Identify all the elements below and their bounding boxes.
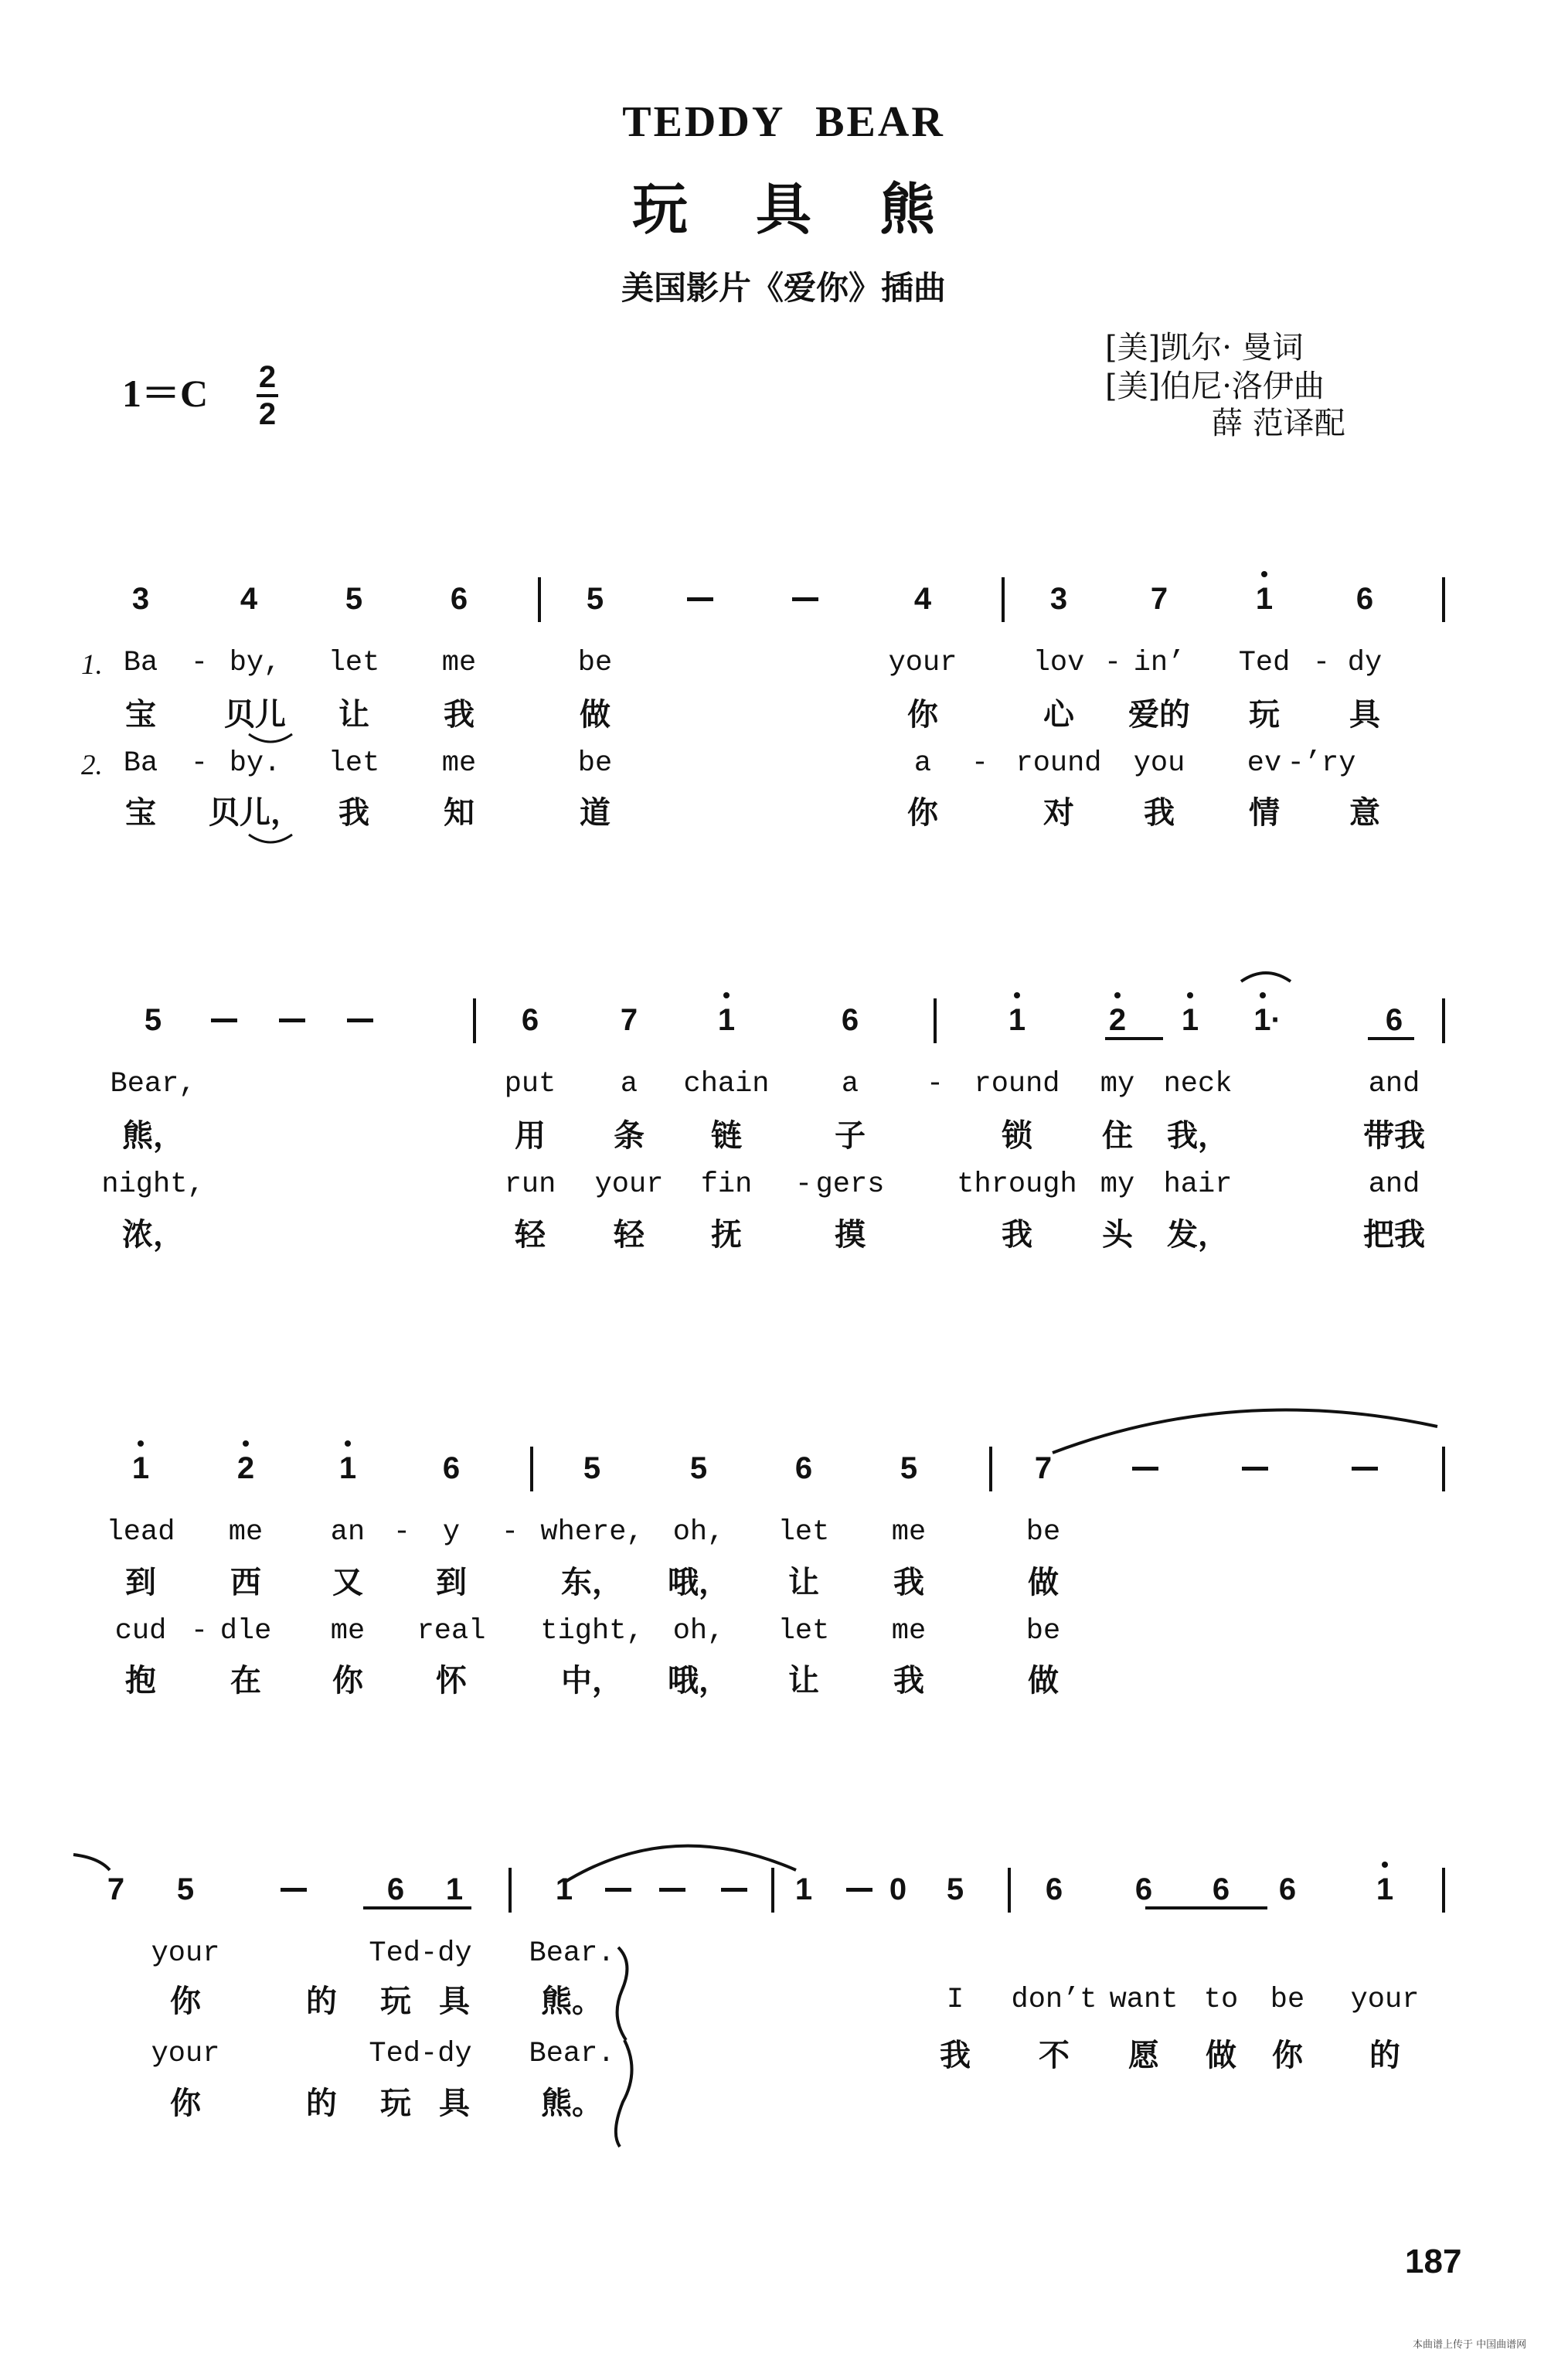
brace-verse-1	[617, 1947, 628, 2040]
lyric-chinese: 道	[580, 795, 611, 831]
lyric-chinese: 把我	[1363, 1217, 1425, 1253]
lyric-chinese: 你	[907, 795, 938, 831]
lyric-english: let	[777, 1516, 830, 1549]
lyric-english: -	[393, 1516, 411, 1549]
note: 6	[841, 1003, 859, 1037]
lyric-chinese: 发，	[1167, 1217, 1229, 1253]
lyric-chinese: 怀	[436, 1663, 467, 1699]
note: 5	[689, 1451, 708, 1485]
tie-3	[73, 1855, 110, 1870]
lyric-english: Bear.	[529, 2038, 615, 2070]
slur-4	[564, 1846, 796, 1882]
lyric-chinese: 到	[436, 1565, 467, 1600]
lyric-english: an	[330, 1516, 366, 1549]
lyric-chinese: 用	[515, 1118, 546, 1154]
lyric-english: and	[1368, 1168, 1420, 1201]
lyric-english: chain	[683, 1068, 770, 1100]
small-slur-a	[249, 734, 292, 742]
lyric-chinese: 抱	[125, 1663, 156, 1699]
footer-watermark: 本曲谱上传于 中国曲谱网	[1413, 2339, 1527, 2351]
lyric-chinese: 又	[332, 1565, 363, 1600]
lyric-english: -	[794, 1168, 813, 1201]
lyric-english: and	[1368, 1068, 1420, 1100]
lyric-chinese: 你	[170, 1984, 201, 2019]
note: 5	[144, 1003, 162, 1037]
note: 1	[1376, 1872, 1394, 1906]
lyric-chinese: 我	[444, 697, 474, 733]
brace-verse-2	[616, 2040, 632, 2147]
note: 1	[445, 1872, 464, 1906]
note: 1	[338, 1451, 357, 1485]
lyric-english: me	[330, 1615, 366, 1648]
lyric-english: your	[1350, 1984, 1420, 2016]
lyric-english: your	[594, 1168, 664, 1201]
lyric-chinese: 让	[788, 1663, 819, 1699]
lyric-english: round	[1015, 747, 1102, 780]
song-title-english: TEDDY BEAR	[622, 98, 945, 146]
lyric-chinese: 宝	[125, 697, 156, 733]
lyric-english: -	[190, 1615, 209, 1648]
lyric-english: -’ry	[1287, 747, 1356, 780]
note: 7	[1150, 582, 1168, 616]
lyric-chinese: 带我	[1363, 1118, 1425, 1154]
lyric-chinese: 的	[306, 1984, 337, 2019]
note: 6	[1212, 1872, 1230, 1906]
note: 1·	[1253, 1003, 1281, 1037]
lyric-chinese: 我	[1002, 1217, 1032, 1253]
lyric-chinese: 你	[1272, 2038, 1303, 2073]
lyric-chinese: 摸	[835, 1217, 866, 1253]
lyric-chinese: 链	[711, 1118, 742, 1154]
lyric-chinese: 子	[835, 1118, 866, 1154]
lyric-english: tight,	[540, 1615, 644, 1648]
lyric-english: let	[328, 647, 380, 679]
lyric-english: night,	[101, 1168, 205, 1201]
lyric-english: be	[577, 647, 613, 679]
lyric-english: a	[913, 747, 932, 780]
lyric-chinese: 东，	[561, 1565, 623, 1600]
lyric-english: be	[1270, 1984, 1305, 2016]
lyric-english: fin	[700, 1168, 753, 1201]
lyric-english: lead	[106, 1516, 175, 1549]
lyric-english: real	[417, 1615, 486, 1648]
time-signature-numerator: 2	[258, 360, 277, 394]
lyric-chinese: 浓，	[122, 1217, 184, 1253]
lyric-english: Ted-dy	[369, 1937, 472, 1970]
lyric-chinese: 哦，	[668, 1663, 730, 1699]
lyric-english: -	[1312, 647, 1331, 679]
lyric-english: you	[1133, 747, 1185, 780]
lyric-english: Bear,	[110, 1068, 196, 1100]
lyric-english: your	[888, 647, 957, 679]
lyric-english: your	[151, 1937, 220, 1970]
lyric-english: dy	[1347, 647, 1383, 679]
lyric-chinese: 做	[1028, 1663, 1059, 1699]
lyric-chinese: 具	[1349, 697, 1380, 733]
lyric-english: let	[777, 1615, 830, 1648]
lyric-english: my	[1100, 1168, 1135, 1201]
lyric-chinese: 到	[125, 1565, 156, 1600]
note: 6	[521, 1003, 539, 1037]
note: 4	[913, 582, 932, 616]
note: 0	[889, 1872, 907, 1906]
lyric-chinese: 你	[332, 1663, 363, 1699]
lyric-chinese: 哦，	[668, 1565, 730, 1600]
lyric-english: put	[504, 1068, 556, 1100]
lyric-english: be	[1025, 1615, 1061, 1648]
note: 1	[717, 1003, 736, 1037]
note: 2	[1108, 1003, 1127, 1037]
note: 7	[620, 1003, 638, 1037]
lyric-english: me	[228, 1516, 264, 1549]
lyric-english: your	[151, 2038, 220, 2070]
lyric-chinese: 头	[1102, 1217, 1133, 1253]
song-subtitle: 美国影片《爱你》插曲	[621, 269, 947, 307]
lyric-chinese: 我	[893, 1663, 924, 1699]
note: 6	[442, 1451, 461, 1485]
lyric-english: neck	[1163, 1068, 1233, 1100]
page-number: 187	[1405, 2243, 1462, 2280]
translator-credit: 薛 范译配	[1212, 406, 1345, 441]
note: 6	[1355, 582, 1374, 616]
lyric-chinese: 我	[940, 2038, 971, 2073]
note: 1	[1181, 1003, 1199, 1037]
lyric-english: Ba	[123, 747, 158, 780]
lyric-english: run	[504, 1168, 556, 1201]
note: 1	[1255, 582, 1274, 616]
lyric-chinese: 轻	[614, 1217, 645, 1253]
lyric-chinese: 我	[1144, 795, 1175, 831]
lyric-english: hair	[1163, 1168, 1233, 1201]
lyric-chinese: 我，	[1167, 1118, 1229, 1154]
lyric-english: in’	[1133, 647, 1185, 679]
lyric-chinese: 贝儿	[224, 697, 286, 733]
lyric-english: me	[441, 747, 477, 780]
lyric-english: gers	[815, 1168, 885, 1201]
lyric-english: Ted-dy	[369, 2038, 472, 2070]
tie-2	[1053, 1410, 1437, 1453]
note: 6	[386, 1872, 405, 1906]
lyric-english: -	[190, 647, 209, 679]
note: 1	[131, 1451, 150, 1485]
lyric-chinese: 熊。	[541, 2086, 603, 2121]
lyric-chinese: 中，	[561, 1663, 623, 1699]
lyric-chinese: 贝儿，	[209, 795, 301, 831]
note: 3	[131, 582, 150, 616]
lyric-english: I	[946, 1984, 964, 2016]
lyric-chinese: 抚	[711, 1217, 742, 1253]
lyric-english: Bear.	[529, 1937, 615, 1970]
note: 5	[900, 1451, 918, 1485]
lyric-chinese: 让	[338, 697, 369, 733]
note: 1	[555, 1872, 573, 1906]
note: 7	[1034, 1451, 1053, 1485]
lyric-english: a	[620, 1068, 638, 1100]
lyric-chinese: 知	[444, 795, 474, 831]
lyric-english: ev	[1247, 747, 1282, 780]
lyric-chinese: 具	[439, 1984, 470, 2019]
lyric-english: Ba	[123, 647, 158, 679]
lyric-english: -	[926, 1068, 944, 1100]
lyric-english: -	[190, 747, 209, 780]
note: 6	[794, 1451, 813, 1485]
lyric-english: lov	[1032, 647, 1085, 679]
lyric-english: oh,	[672, 1615, 725, 1648]
lyric-chinese: 的	[306, 2086, 337, 2121]
lyric-english: where,	[540, 1516, 644, 1549]
lyric-chinese: 熊。	[541, 1984, 603, 2019]
note: 6	[1278, 1872, 1297, 1906]
note: 1	[1008, 1003, 1026, 1037]
lyric-english: -	[971, 747, 989, 780]
lyric-chinese: 你	[170, 2086, 201, 2121]
lyric-chinese: 我	[893, 1565, 924, 1600]
lyric-english: me	[891, 1615, 927, 1648]
lyric-english: Ted	[1238, 647, 1291, 679]
lyric-chinese: 意	[1349, 795, 1380, 831]
lyric-english: want	[1109, 1984, 1179, 2016]
lyric-chinese: 熊，	[122, 1118, 184, 1154]
lyric-chinese: 心	[1043, 697, 1074, 733]
lyric-chinese: 玩	[1249, 697, 1280, 733]
lyric-chinese: 情	[1249, 795, 1280, 831]
note: 6	[1385, 1003, 1403, 1037]
lyric-chinese: 在	[230, 1663, 261, 1699]
note: 6	[450, 582, 468, 616]
note: 5	[583, 1451, 601, 1485]
lyric-english: don’t	[1011, 1984, 1097, 2016]
lyric-chinese: 对	[1043, 795, 1074, 831]
lyric-chinese: 做	[580, 697, 611, 733]
lyric-english: y	[442, 1516, 461, 1549]
lyric-chinese: 具	[439, 2086, 470, 2121]
time-signature-denominator: 2	[258, 397, 277, 431]
lyric-chinese: 轻	[515, 1217, 546, 1253]
lyric-english: me	[441, 647, 477, 679]
lyric-english: me	[891, 1516, 927, 1549]
note: 5	[176, 1872, 195, 1906]
lyric-english: to	[1203, 1984, 1239, 2016]
lyric-english: -	[501, 1516, 519, 1549]
lyric-english: oh,	[672, 1516, 725, 1549]
lyric-english: -	[1104, 647, 1122, 679]
lyric-chinese: 西	[230, 1565, 261, 1600]
note: 6	[1134, 1872, 1153, 1906]
note: 2	[236, 1451, 255, 1485]
note: 1	[794, 1872, 813, 1906]
song-title-chinese: 玩具熊	[631, 176, 1004, 242]
lyricist-credit: [美]凯尔· 曼词	[1105, 330, 1304, 366]
lyric-english: dle	[219, 1615, 272, 1648]
lyric-english: through	[957, 1168, 1077, 1201]
lyric-chinese: 你	[907, 697, 938, 733]
lyric-english: a	[841, 1068, 859, 1100]
small-slur-b	[249, 835, 292, 842]
lyric-english: by.	[229, 747, 281, 780]
verse-number: 1.	[81, 649, 103, 681]
lyric-english: round	[974, 1068, 1060, 1100]
note: 3	[1049, 582, 1068, 616]
lyric-english: my	[1100, 1068, 1135, 1100]
lyric-chinese: 锁	[1002, 1118, 1032, 1154]
lyric-english: let	[328, 747, 380, 780]
lyric-chinese: 宝	[125, 795, 156, 831]
lyric-chinese: 做	[1206, 2038, 1236, 2073]
key-signature: 1＝C	[122, 372, 209, 415]
lyric-chinese: 不	[1039, 2038, 1070, 2073]
lyric-chinese: 愿	[1128, 2038, 1159, 2073]
lyric-english: be	[577, 747, 613, 780]
verse-number: 2.	[81, 750, 103, 781]
lyric-chinese: 的	[1369, 2038, 1400, 2073]
lyric-chinese: 让	[788, 1565, 819, 1600]
lyric-chinese: 玩	[380, 1984, 411, 2019]
lyric-chinese: 玩	[380, 2086, 411, 2121]
lyric-chinese: 我	[338, 795, 369, 831]
lyric-chinese: 爱的	[1128, 697, 1190, 733]
note: 4	[240, 582, 258, 616]
lyric-chinese: 做	[1028, 1565, 1059, 1600]
lyric-chinese: 住	[1102, 1118, 1133, 1154]
note: 6	[1045, 1872, 1063, 1906]
note: 5	[345, 582, 363, 616]
lyric-english: cud	[114, 1615, 167, 1648]
composer-credit: [美]伯尼·洛伊曲	[1105, 369, 1325, 404]
note: 5	[586, 582, 604, 616]
lyric-english: by,	[229, 647, 281, 679]
note: 5	[946, 1872, 964, 1906]
note: 7	[107, 1872, 125, 1906]
lyric-english: be	[1025, 1516, 1061, 1549]
tie-1	[1241, 973, 1291, 981]
lyric-chinese: 条	[614, 1118, 645, 1154]
